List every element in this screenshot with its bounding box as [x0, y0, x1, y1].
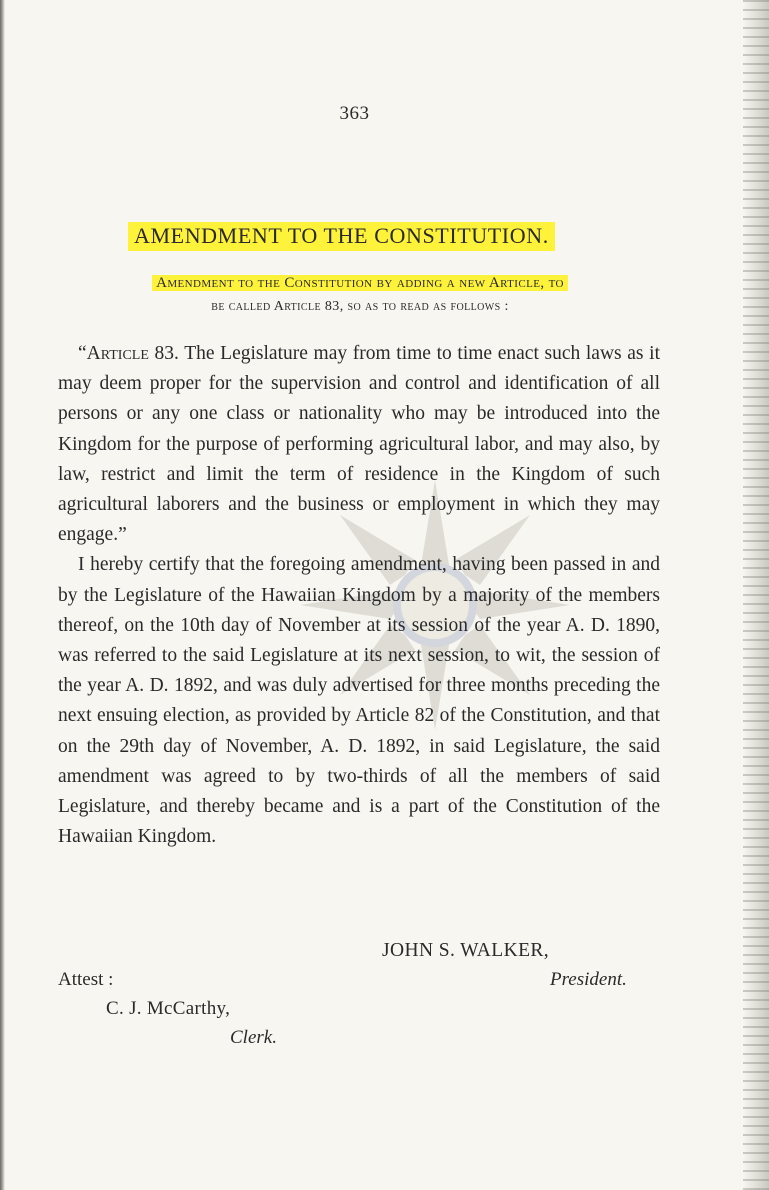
page-number: 363 — [339, 103, 370, 124]
document-body — [58, 339, 660, 852]
page-left-edge — [0, 0, 5, 1190]
clerk-title: Clerk. — [230, 1027, 277, 1048]
signer-name: JOHN S. WALKER, — [382, 940, 550, 961]
certification-paragraph: I hereby certify that the foregoing amendment, having been passed in and by the Legislature of the Hawaiian Kingdom by a majority of the members thereof, on the 10th day of November at its session of the year A. D. 1890, was referred to the said Legislature at its next session, to wit, the session of the year A. D. 1892, and was duly advertised for three months preceding the next ensuing election, as provided by Article 82 of the Constitution, and that on the 29th day of November, A. D. 1892, in said Legislature, the said amendment was agreed to by two-thirds of all the members of said Legislature, and thereby became and is a part of the Constitution of the Hawaiian Kingdom. — [58, 554, 660, 848]
article-text: The Legislature may from time to time enact such laws as it may deem proper for the supervision and control and identification of all persons or any one class or nationality who may be introduced into the Kingdom for the purpose of performing agricultural labor, and may also, by law, restrict and limit the term of residence in the Kingdom of such agricultural laborers and the business or employment in which they may engage.” — [58, 343, 661, 546]
document-title: AMENDMENT TO THE CONSTITUTION. — [128, 222, 555, 251]
subtitle-line-1: Amendment to the Constitution by adding a new Article, to — [152, 275, 568, 291]
article-label: “Article 83. — [78, 343, 179, 364]
article-paragraph — [58, 339, 660, 550]
document-subtitle — [58, 271, 662, 319]
signer-title: President. — [550, 969, 627, 990]
subtitle-line-2: be called Article 83, so as to read as follows : — [211, 299, 509, 314]
clerk-name: C. J. McCarthy, — [106, 998, 231, 1019]
page-right-edge — [743, 0, 769, 1190]
attest-label: Attest : — [58, 969, 114, 990]
